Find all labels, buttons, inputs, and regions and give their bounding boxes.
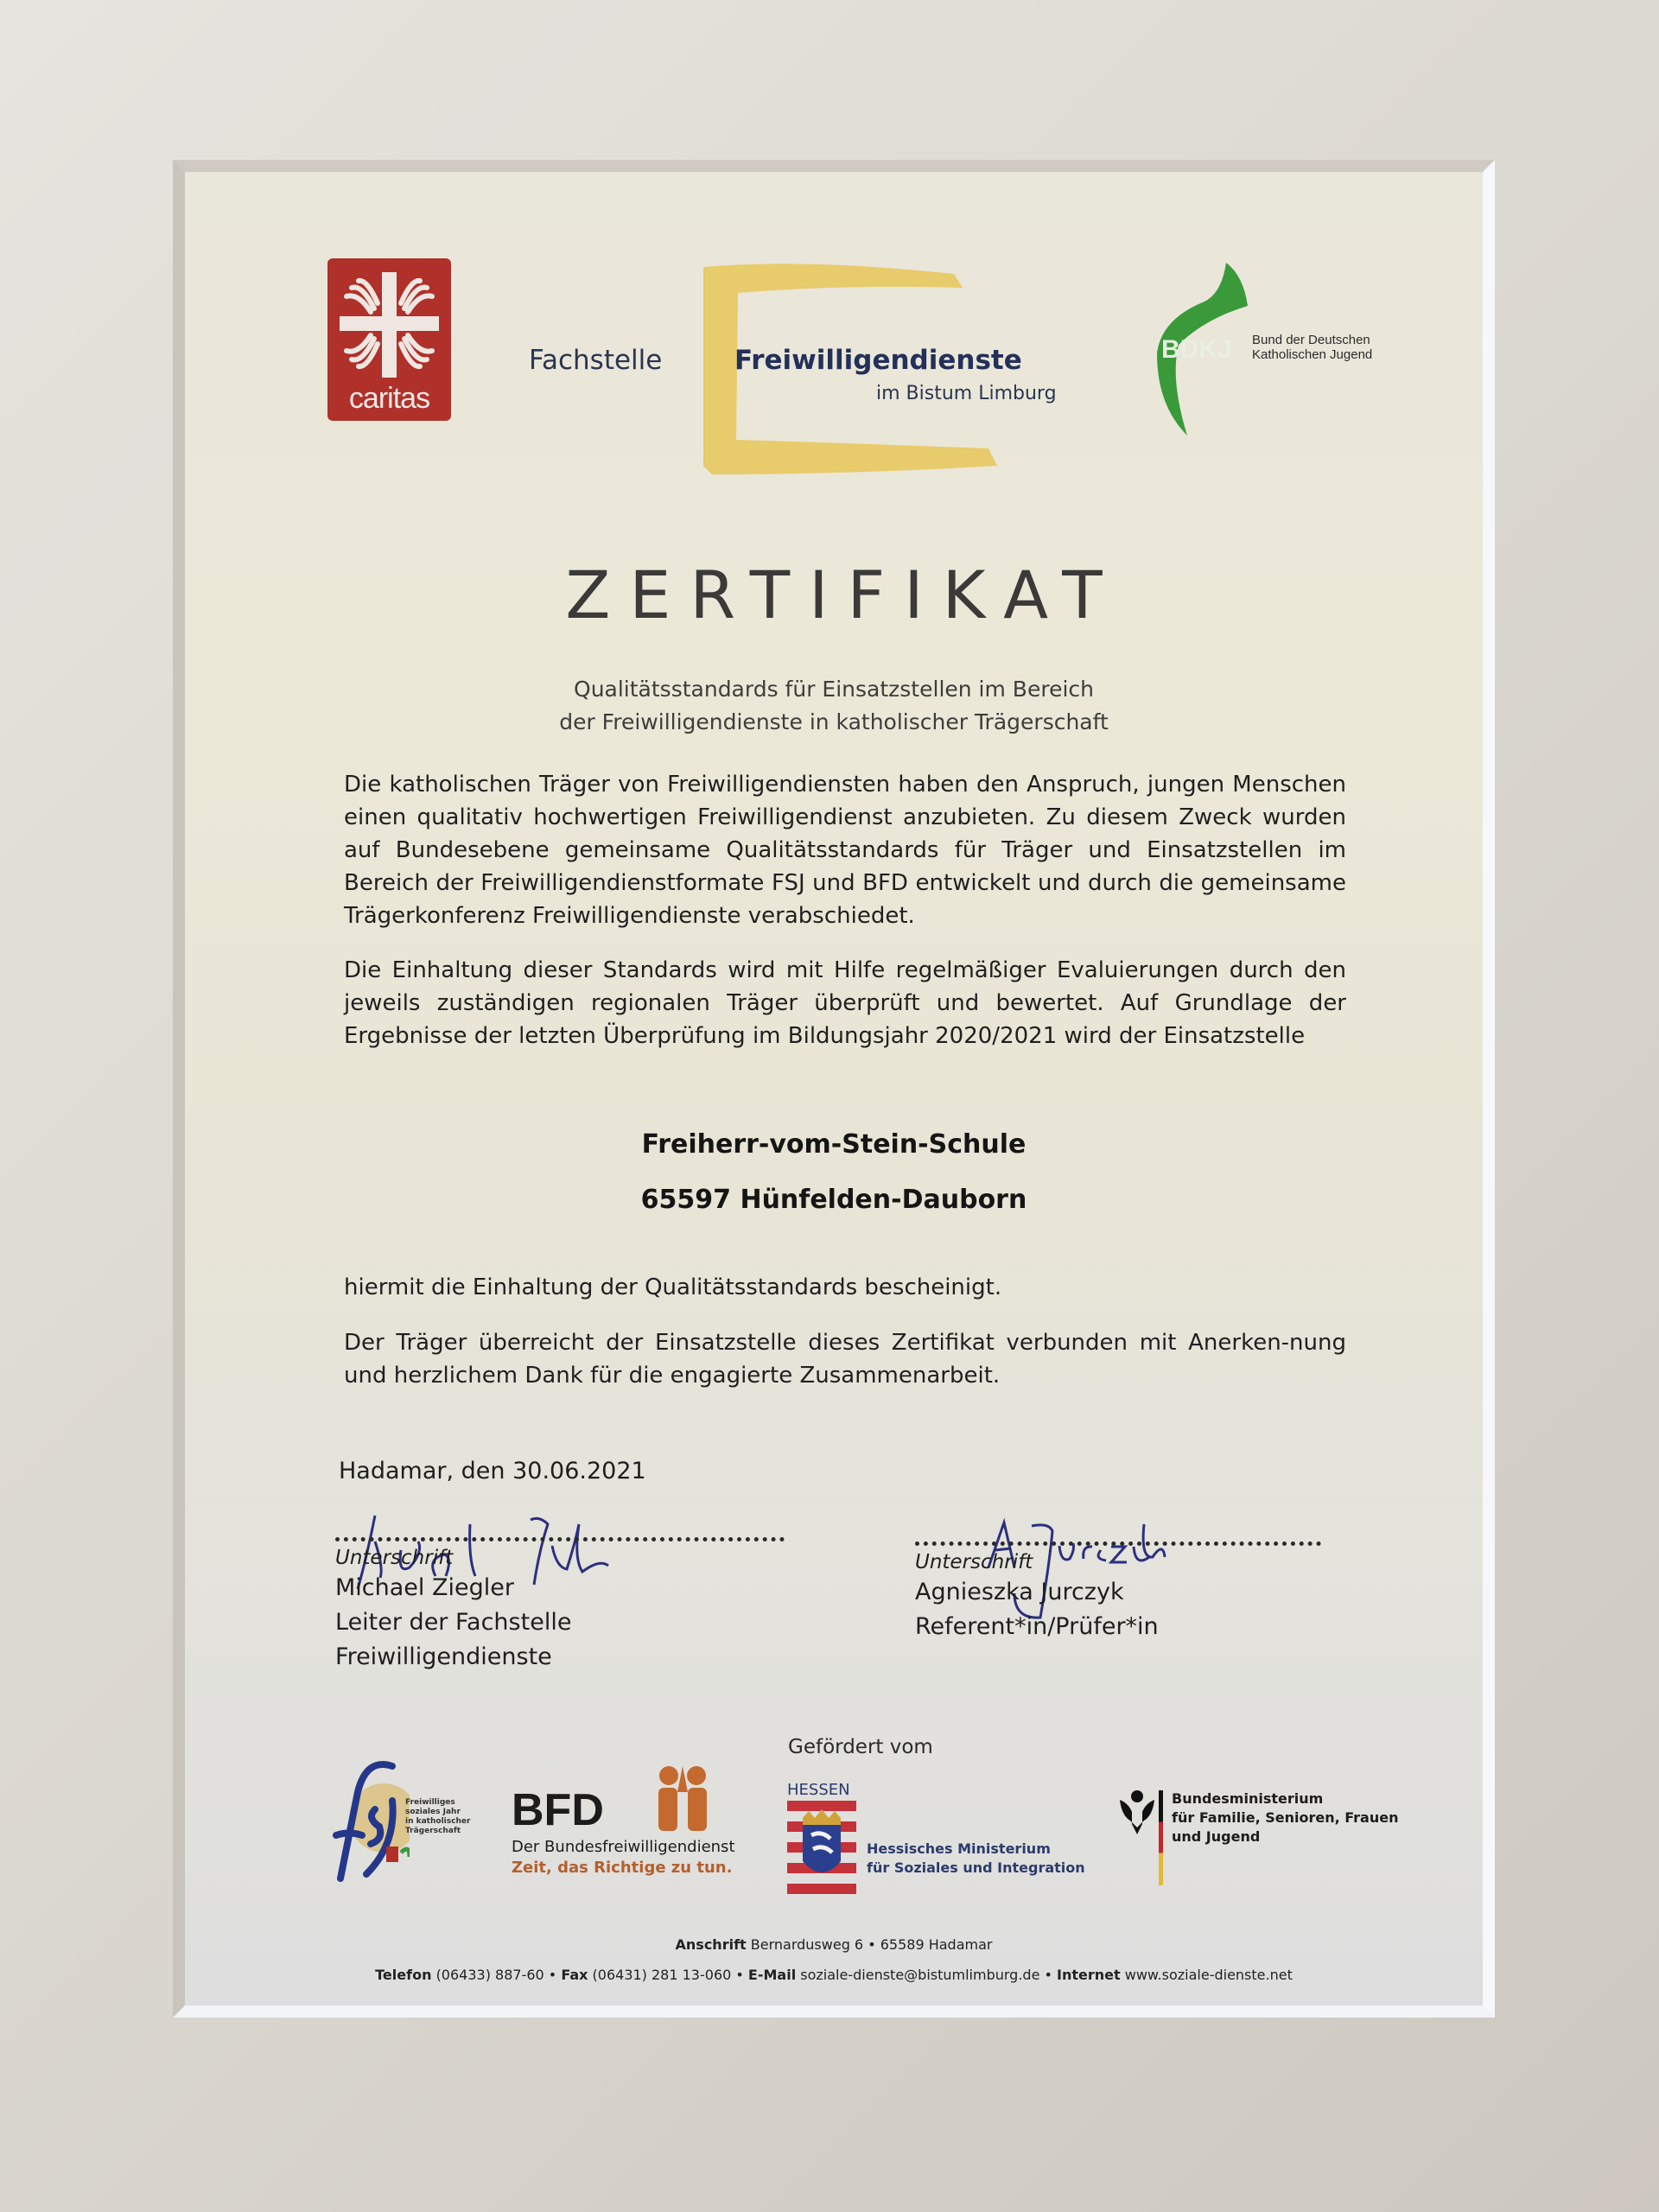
email-value: soziale-dienste@bistumlimburg.de • (800, 1967, 1052, 1983)
fax-label: Fax (561, 1967, 588, 1983)
bdkj-subtitle-line1: Bund der Deutschen (1252, 333, 1370, 347)
address-label: Anschrift (675, 1936, 747, 1953)
website-label: Internet (1057, 1967, 1121, 1983)
signatory-role: Leiter der Fachstelle Freiwilligendienste (335, 1609, 572, 1670)
signatory-name: Michael Ziegler (335, 1574, 514, 1601)
recipient-name: Freiherr-vom-Stein-Schule (641, 1129, 1027, 1160)
federal-ministry-label (1172, 1789, 1398, 1847)
certificate-subtitle (185, 673, 1483, 739)
phone-value: (06433) 887-60 • (435, 1967, 557, 1983)
paragraph-certification: hiermit die Einhaltung der Qualitätsstandards bescheinigt. (344, 1274, 1002, 1300)
hessen-wordmark: HESSEN (787, 1781, 850, 1799)
footer-contact (185, 1967, 1483, 1983)
bfd-wordmark: BFD (512, 1785, 604, 1835)
fsj-caption-line: Freiwilliges (405, 1798, 455, 1807)
paragraph-evaluation: Die Einhaltung dieser Standards wird mit Hilfe regelmäßiger Evaluierungen durch den jeweils zuständigen regionalen Träger überprüft und bewertet. Auf Grundlage der Ergebnisse der letzten Überprüfung im Bildungsjahr 2020/2021 wird der Einsatzstelle (344, 957, 1346, 1049)
hessen-ministry-line: für Soziales und Integration (867, 1859, 1085, 1876)
signature-caption: Unterschrift (335, 1547, 454, 1569)
caritas-cross-icon (336, 269, 442, 381)
caritas-logo (327, 258, 451, 421)
website-value: www.soziale-dienste.net (1124, 1967, 1293, 1983)
subtitle-line1: Qualitätsstandards für Einsatzstellen im Bereich (574, 677, 1094, 702)
place-date: Hadamar, den 30.06.2021 (339, 1458, 646, 1484)
freiwilligendienste-label: Freiwilligendienste (734, 345, 1022, 376)
fsj-logo-icon (332, 1758, 410, 1887)
fsj-caption (405, 1798, 470, 1836)
signature-caption: Unterschrift (915, 1551, 1033, 1573)
federal-ministry-line: und Jugend (1172, 1828, 1261, 1845)
paragraph-intro: Die katholischen Träger von Freiwilligendiensten haben den Anspruch, jungen Menschen einen qualitativ hochwertigen Freiwilligendienst anzubieten. Zu diesem Zweck wurden auf Bundesebene gemeinsame Qualitätsstandards für Träger und Einsatzstellen im Bereich der Freiwilligendienstformate FSJ und BFD entwickelt und durch die gemeinsame Trägerkonferenz Freiwilligendienste verabschiedet. (344, 772, 1346, 929)
federal-ministry-line: für Familie, Senioren, Frauen (1172, 1809, 1399, 1826)
hessen-coat-of-arms-icon (787, 1801, 856, 1897)
certificate-title: ZERTIFIKAT (565, 556, 1122, 633)
subtitle-line2: der Freiwilligendienste in katholischer Trägerschaft (559, 709, 1109, 734)
bdkj-subtitle-line2: Katholischen Jugend (1252, 347, 1373, 362)
bfd-tagline-2: Zeit, das Richtige zu tun. (512, 1859, 733, 1877)
paragraph-thanks: Der Träger überreicht der Einsatzstelle dieses Zertifikat verbunden mit Anerken-nung und herzlichem Dank für die engagierte Zusammenarbeit. (344, 1330, 1346, 1389)
email-label: E-Mail (747, 1967, 797, 1983)
svg-text:BDKJ: BDKJ (1161, 335, 1232, 364)
bfd-people-icon (652, 1762, 721, 1835)
address-value: Bernardusweg 6 • 65589 Hadamar (750, 1936, 993, 1953)
fax-value: (06431) 281 13-060 • (592, 1967, 744, 1983)
phone-label: Telefon (375, 1967, 432, 1983)
bistum-label: im Bistum Limburg (876, 383, 1057, 404)
fsj-caption-line: soziales Jahr (405, 1808, 461, 1816)
signature-line (915, 1529, 1321, 1546)
german-flag-bar (1159, 1790, 1163, 1885)
bdkj-logo-icon (1153, 258, 1248, 440)
funded-by-label: Gefördert vom (788, 1736, 933, 1758)
certificate-paper (185, 172, 1483, 2005)
signature-line (335, 1524, 785, 1541)
caritas-wordmark: caritas (348, 382, 430, 415)
hessen-ministry-line: Hessisches Ministerium (867, 1840, 1051, 1857)
federal-eagle-icon (1118, 1788, 1156, 1836)
recipient-address: 65597 Hünfelden-Dauborn (640, 1185, 1027, 1215)
signature-block-right (915, 1529, 1321, 1644)
footer-address (185, 1936, 1483, 1953)
fachstelle-label: Fachstelle (529, 345, 663, 376)
bdkj-subtitle (1252, 333, 1372, 362)
fsj-caption-line: Trägerschaft (405, 1827, 461, 1835)
signature-block-left (335, 1524, 785, 1675)
signatory-role: Referent*in/Prüfer*in (915, 1613, 1159, 1640)
fsj-caption-line: in katholischer (405, 1817, 471, 1826)
signatory-name: Agnieszka Jurczyk (915, 1579, 1124, 1605)
bfd-tagline-1: Der Bundesfreiwilligendienst (512, 1838, 735, 1856)
federal-ministry-line: Bundesministerium (1172, 1790, 1324, 1807)
hessen-ministry-label (867, 1840, 1085, 1878)
